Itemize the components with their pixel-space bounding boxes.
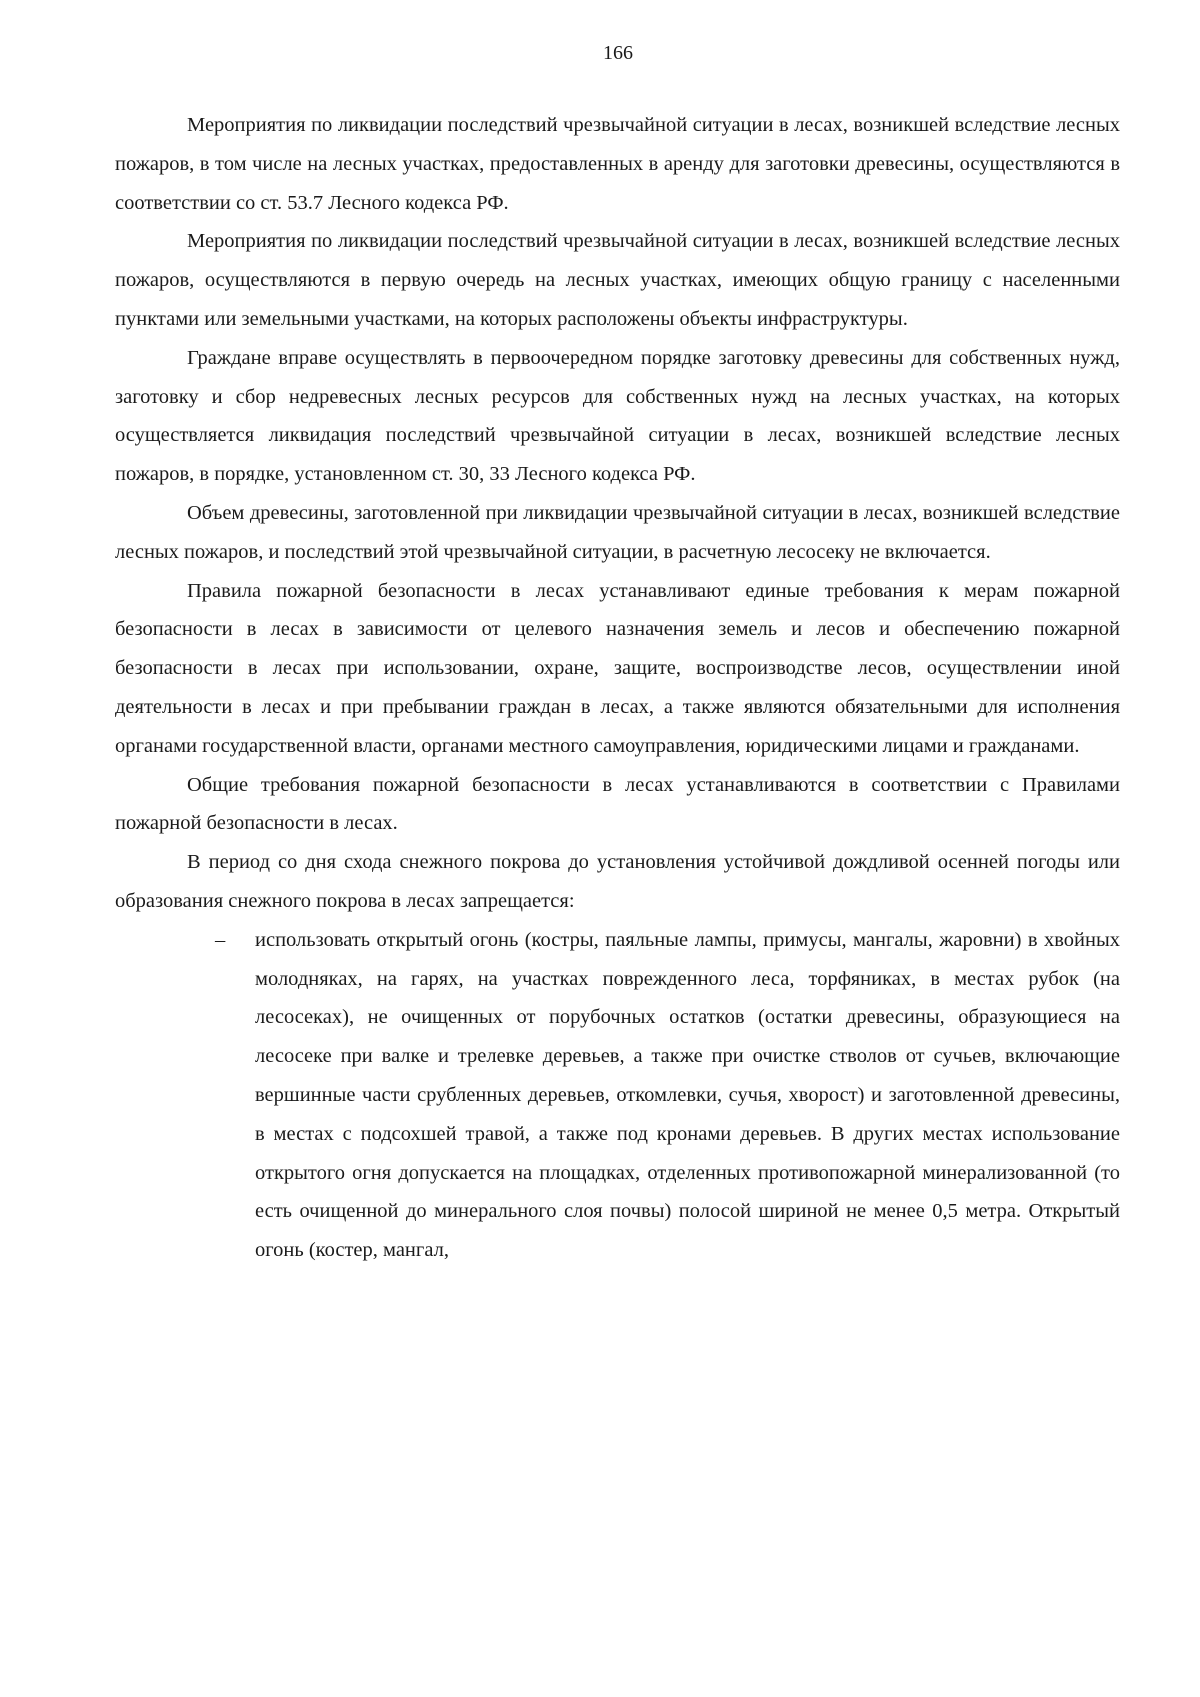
dash-bullet-marker: – — [215, 928, 226, 951]
paragraph-4: Объем древесины, заготовленной при ликвидации чрезвычайной ситуации в лесах, возникшей вследствие лесных пожаров, и последствий этой чрезвычайной ситуации, в расчетную лесосеку не включается. — [115, 501, 1120, 563]
paragraph-5: Правила пожарной безопасности в лесах устанавливают единые требования к мерам пожарной безопасности в лесах в зависимости от целевого назначения земель и лесов и обеспечению пожарной безопасности в лесах при использовании, охране, защите, воспроизводстве лесов, осуществлении иной деятельности в лесах и при пребывании граждан в лесах, а также являются обязательными для исполнения органами государственной власти, органами местного самоуправления, юридическими лицами и гражданами. — [115, 579, 1120, 757]
paragraph-6: Общие требования пожарной безопасности в лесах устанавливаются в соответствии с Правилами пожарной безопасности в лесах. — [115, 773, 1120, 835]
page-number: 166 — [603, 42, 633, 64]
paragraph-2: Мероприятия по ликвидации последствий чрезвычайной ситуации в лесах, возникшей вследствие лесных пожаров, осуществляются в первую очередь на лесных участках, имеющих общую границу с населенными пунктами или земельными участками, на которых расположены объекты инфраструктуры. — [115, 230, 1120, 330]
body-text — [115, 106, 1120, 1270]
paragraph-3: Граждане вправе осуществлять в первоочередном порядке заготовку древесины для собственных нужд, заготовку и сбор недревесных лесных ресурсов для собственных нужд на лесных участках, на которых осуществляется ликвидация последствий чрезвычайной ситуации в лесах, возникшей вследствие лесных пожаров, в порядке, установленном ст. 30, 33 Лесного кодекса РФ. — [115, 346, 1120, 486]
paragraph-1: Мероприятия по ликвидации последствий чрезвычайной ситуации в лесах, возникшей вследствие лесных пожаров, в том числе на лесных участках, предоставленных в аренду для заготовки древесины, осуществляются в соответствии со ст. 53.7 Лесного кодекса РФ. — [115, 114, 1120, 214]
list-item-text: использовать открытый огонь (костры, паяльные лампы, примусы, мангалы, жаровни) в хвойных молодняках, на гарях, на участках поврежденного леса, торфяниках, в местах рубок (на лесосеках), не очищенных от порубочных остатков (остатки древесины, образующиеся на лесосеке при валке и трелевке деревьев, а также при очистке стволов от сучьев, включающие вершинные части срубленных деревьев, откомлевки, сучья, хворост) и заготовленной древесины, в местах с подсохшей травой, а также под кронами деревьев. В других местах использование открытого огня допускается на площадках, отделенных противопожарной минерализованной (то есть очищенной до минерального слоя почвы) полосой шириной не менее 0,5 метра. Открытый огонь (костер, мангал, — [255, 928, 1120, 1262]
list-item — [215, 921, 1120, 1270]
paragraph-7: В период со дня схода снежного покрова до установления устойчивой дождливой осенней погоды или образования снежного покрова в лесах запрещается: — [115, 851, 1120, 912]
